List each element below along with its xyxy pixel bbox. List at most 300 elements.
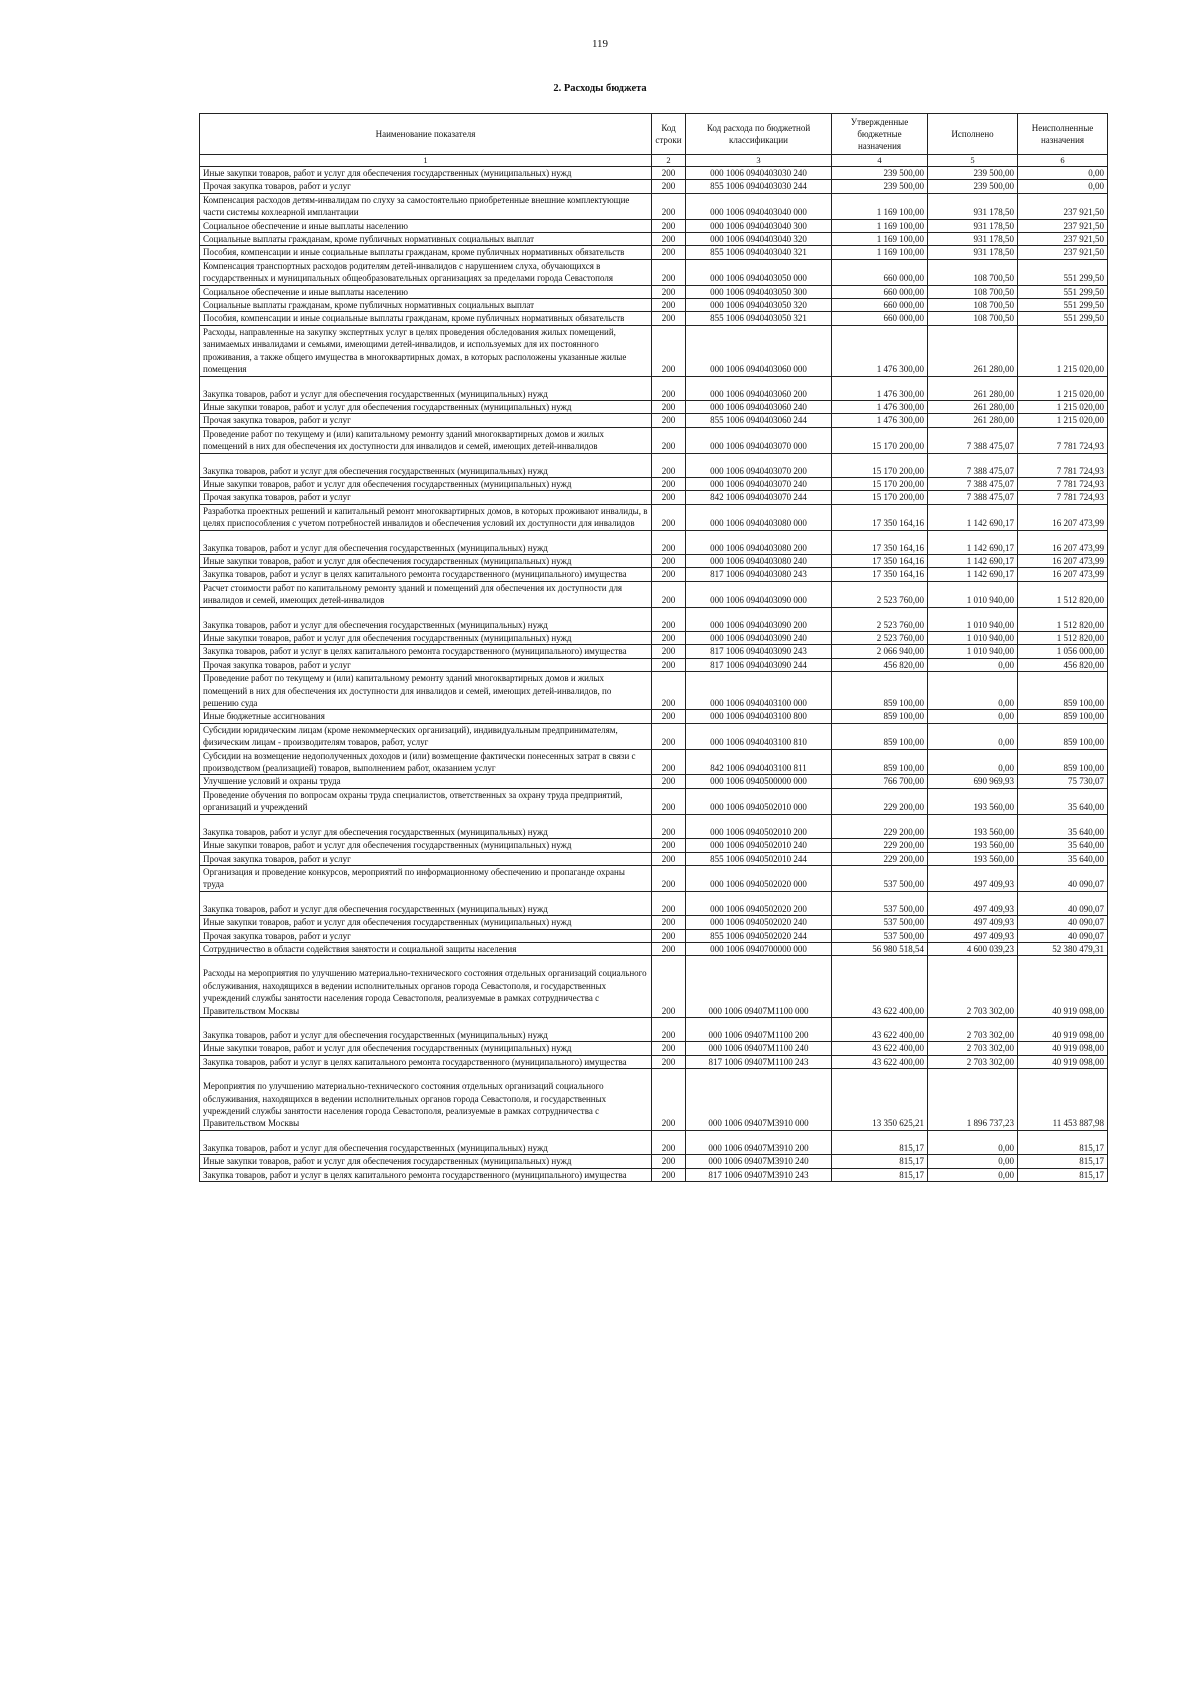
unexecuted-amount-cell: 16 207 473,99: [1018, 554, 1108, 567]
approved-amount-cell: 537 500,00: [832, 891, 928, 915]
executed-amount-cell: 0,00: [928, 1130, 1018, 1154]
budget-code-cell: 000 1006 0940403100 000: [686, 672, 832, 710]
indicator-name-cell: Закупка товаров, работ и услуг в целях капитального ремонта государственного (муниципального) имущества: [200, 568, 652, 581]
table-row: [200, 477, 1108, 490]
executed-amount-cell: 931 178,50: [928, 219, 1018, 232]
approved-amount-cell: 17 350 164,16: [832, 554, 928, 567]
executed-amount-cell: 0,00: [928, 1155, 1018, 1168]
indicator-name-cell: Мероприятия по улучшению материально-технического состояния отдельных организаций социального обслуживания, находящихся в ведении исполнительных органов города Севастополя, и государственных учреждений службы занятости населения города Севастополя, реализуемые в рамках сотрудничества с Правительством Москвы: [200, 1069, 652, 1131]
executed-amount-cell: 4 600 039,23: [928, 942, 1018, 955]
unexecuted-amount-cell: 1 512 820,00: [1018, 581, 1108, 607]
budget-code-cell: 000 1006 0940403070 000: [686, 427, 832, 453]
line-code-cell: 200: [652, 568, 686, 581]
line-code-cell: 200: [652, 581, 686, 607]
line-code-cell: 200: [652, 530, 686, 554]
approved-amount-cell: 859 100,00: [832, 723, 928, 749]
approved-amount-cell: 229 200,00: [832, 788, 928, 814]
line-code-cell: 200: [652, 814, 686, 838]
table-row: [200, 632, 1108, 645]
executed-amount-cell: 239 500,00: [928, 167, 1018, 180]
budget-code-cell: 855 1006 0940403060 244: [686, 414, 832, 427]
line-code-cell: 200: [652, 710, 686, 723]
approved-amount-cell: 815,17: [832, 1155, 928, 1168]
executed-amount-cell: 931 178,50: [928, 246, 1018, 259]
line-code-cell: 200: [652, 723, 686, 749]
approved-amount-cell: 15 170 200,00: [832, 477, 928, 490]
table-header: [200, 114, 1108, 167]
approved-amount-cell: 2 523 760,00: [832, 632, 928, 645]
unexecuted-amount-cell: 0,00: [1018, 167, 1108, 180]
executed-amount-cell: 193 560,00: [928, 839, 1018, 852]
indicator-name-cell: Закупка товаров, работ и услуг для обеспечения государственных (муниципальных) нужд: [200, 1017, 652, 1041]
column-number: 3: [686, 155, 832, 167]
budget-code-cell: 000 1006 0940403030 240: [686, 167, 832, 180]
line-code-cell: 200: [652, 645, 686, 658]
table-row: [200, 658, 1108, 671]
line-code-cell: 200: [652, 554, 686, 567]
budget-code-cell: 000 1006 0940502020 000: [686, 865, 832, 891]
line-code-cell: 200: [652, 956, 686, 1018]
table-row: [200, 710, 1108, 723]
executed-amount-cell: 0,00: [928, 749, 1018, 775]
unexecuted-amount-cell: 75 730,07: [1018, 775, 1108, 788]
table-row: [200, 530, 1108, 554]
line-code-cell: 200: [652, 477, 686, 490]
budget-code-cell: 000 1006 0940403040 000: [686, 193, 832, 219]
executed-amount-cell: 108 700,50: [928, 285, 1018, 298]
budget-code-cell: 842 1006 0940403070 244: [686, 491, 832, 504]
budget-code-cell: 855 1006 0940502020 244: [686, 929, 832, 942]
table-body: [200, 167, 1108, 1182]
table-row: [200, 1168, 1108, 1181]
executed-amount-cell: 1 142 690,17: [928, 504, 1018, 530]
executed-amount-cell: 261 280,00: [928, 414, 1018, 427]
unexecuted-amount-cell: 815,17: [1018, 1168, 1108, 1181]
unexecuted-amount-cell: 40 919 098,00: [1018, 1017, 1108, 1041]
header-budget-code: Код расхода по бюджетной классификации: [686, 114, 832, 155]
line-code-cell: 200: [652, 916, 686, 929]
approved-amount-cell: 1 476 300,00: [832, 325, 928, 376]
approved-amount-cell: 229 200,00: [832, 814, 928, 838]
approved-amount-cell: 229 200,00: [832, 839, 928, 852]
executed-amount-cell: 261 280,00: [928, 376, 1018, 400]
header-approved: Утвержденные бюджетные назначения: [832, 114, 928, 155]
budget-code-cell: 000 1006 0940403080 240: [686, 554, 832, 567]
unexecuted-amount-cell: 35 640,00: [1018, 852, 1108, 865]
executed-amount-cell: 0,00: [928, 672, 1018, 710]
header-line-code: Код строки: [652, 114, 686, 155]
table-row: [200, 167, 1108, 180]
budget-code-cell: 000 1006 0940403040 320: [686, 233, 832, 246]
executed-amount-cell: 261 280,00: [928, 325, 1018, 376]
unexecuted-amount-cell: 40 090,07: [1018, 865, 1108, 891]
table-row: [200, 788, 1108, 814]
budget-code-cell: 855 1006 0940403050 321: [686, 312, 832, 325]
column-number: 6: [1018, 155, 1108, 167]
approved-amount-cell: 229 200,00: [832, 852, 928, 865]
header-indicator-name: Наименование показателя: [200, 114, 652, 155]
approved-amount-cell: 17 350 164,16: [832, 568, 928, 581]
executed-amount-cell: 931 178,50: [928, 233, 1018, 246]
budget-code-cell: 000 1006 0940403090 000: [686, 581, 832, 607]
table-row: [200, 672, 1108, 710]
approved-amount-cell: 766 700,00: [832, 775, 928, 788]
unexecuted-amount-cell: 35 640,00: [1018, 814, 1108, 838]
budget-code-cell: 817 1006 09407M3910 243: [686, 1168, 832, 1181]
budget-code-cell: 817 1006 0940403090 243: [686, 645, 832, 658]
line-code-cell: 200: [652, 246, 686, 259]
line-code-cell: 200: [652, 299, 686, 312]
line-code-cell: 200: [652, 453, 686, 477]
unexecuted-amount-cell: 815,17: [1018, 1155, 1108, 1168]
approved-amount-cell: 1 169 100,00: [832, 246, 928, 259]
table-row: [200, 219, 1108, 232]
budget-code-cell: 817 1006 0940403080 243: [686, 568, 832, 581]
table-row: [200, 1042, 1108, 1055]
executed-amount-cell: 0,00: [928, 1168, 1018, 1181]
approved-amount-cell: 43 622 400,00: [832, 1055, 928, 1068]
line-code-cell: 200: [652, 259, 686, 285]
indicator-name-cell: Социальное обеспечение и иные выплаты населению: [200, 285, 652, 298]
budget-code-cell: 855 1006 0940403040 321: [686, 246, 832, 259]
approved-amount-cell: 56 980 518,54: [832, 942, 928, 955]
executed-amount-cell: 2 703 302,00: [928, 1055, 1018, 1068]
line-code-cell: 200: [652, 400, 686, 413]
table-row: [200, 839, 1108, 852]
budget-code-cell: 000 1006 0940500000 000: [686, 775, 832, 788]
table-row: [200, 929, 1108, 942]
budget-code-cell: 000 1006 0940403080 200: [686, 530, 832, 554]
table-row: [200, 325, 1108, 376]
table-row: [200, 259, 1108, 285]
indicator-name-cell: Улучшение условий и охраны труда: [200, 775, 652, 788]
executed-amount-cell: 1 142 690,17: [928, 530, 1018, 554]
indicator-name-cell: Проведение работ по текущему и (или) капитальному ремонту зданий многоквартирных домов и жилых помещений в них для обеспечения их доступности для инвалидов и семей, имеющих детей-инвалидов: [200, 427, 652, 453]
executed-amount-cell: 7 388 475,07: [928, 477, 1018, 490]
line-code-cell: 200: [652, 607, 686, 631]
executed-amount-cell: 1 896 737,23: [928, 1069, 1018, 1131]
approved-amount-cell: 17 350 164,16: [832, 530, 928, 554]
executed-amount-cell: 7 388 475,07: [928, 427, 1018, 453]
indicator-name-cell: Расходы, направленные на закупку экспертных услуг в целях проведения обследования жилых помещений, занимаемых инвалидами и семьями, имеющими детей-инвалидов, и используемых для их постоянного проживания, а также общего имущества в многоквартирных домах, в которых расположены указанные жилые помещения: [200, 325, 652, 376]
approved-amount-cell: 1 169 100,00: [832, 233, 928, 246]
table-row: [200, 376, 1108, 400]
line-code-cell: 200: [652, 749, 686, 775]
approved-amount-cell: 1 476 300,00: [832, 414, 928, 427]
table-row: [200, 916, 1108, 929]
unexecuted-amount-cell: 1 215 020,00: [1018, 400, 1108, 413]
table-row: [200, 1130, 1108, 1154]
line-code-cell: 200: [652, 376, 686, 400]
table-row: [200, 233, 1108, 246]
approved-amount-cell: 239 500,00: [832, 180, 928, 193]
unexecuted-amount-cell: 40 090,07: [1018, 916, 1108, 929]
executed-amount-cell: 1 010 940,00: [928, 581, 1018, 607]
budget-code-cell: 000 1006 0940403060 200: [686, 376, 832, 400]
approved-amount-cell: 15 170 200,00: [832, 453, 928, 477]
indicator-name-cell: Прочая закупка товаров, работ и услуг: [200, 658, 652, 671]
approved-amount-cell: 815,17: [832, 1168, 928, 1181]
unexecuted-amount-cell: 7 781 724,93: [1018, 427, 1108, 453]
header-unexecuted: Неисполненные назначения: [1018, 114, 1108, 155]
header-executed: Исполнено: [928, 114, 1018, 155]
indicator-name-cell: Иные закупки товаров, работ и услуг для обеспечения государственных (муниципальных) нужд: [200, 839, 652, 852]
approved-amount-cell: 660 000,00: [832, 285, 928, 298]
line-code-cell: 200: [652, 929, 686, 942]
approved-amount-cell: 13 350 625,21: [832, 1069, 928, 1131]
budget-code-cell: 000 1006 09407M1100 240: [686, 1042, 832, 1055]
approved-amount-cell: 43 622 400,00: [832, 1042, 928, 1055]
executed-amount-cell: 497 409,93: [928, 891, 1018, 915]
table-row: [200, 865, 1108, 891]
indicator-name-cell: Разработка проектных решений и капитальный ремонт многоквартирных домов, в которых проживают инвалиды, в целях приспособления с учетом потребностей инвалидов и обеспечения условий их доступности для инвалидов: [200, 504, 652, 530]
table-row: [200, 312, 1108, 325]
line-code-cell: 200: [652, 891, 686, 915]
budget-code-cell: 000 1006 09407M3910 200: [686, 1130, 832, 1154]
budget-code-cell: 000 1006 0940403050 000: [686, 259, 832, 285]
line-code-cell: 200: [652, 658, 686, 671]
indicator-name-cell: Прочая закупка товаров, работ и услуг: [200, 180, 652, 193]
line-code-cell: 200: [652, 1017, 686, 1041]
executed-amount-cell: 0,00: [928, 723, 1018, 749]
line-code-cell: 200: [652, 1168, 686, 1181]
unexecuted-amount-cell: 40 090,07: [1018, 891, 1108, 915]
unexecuted-amount-cell: 551 299,50: [1018, 259, 1108, 285]
indicator-name-cell: Субсидии юридическим лицам (кроме некоммерческих организаций), индивидуальным предпринимателям, физическим лицам - производителям товаров, работ, услуг: [200, 723, 652, 749]
table-row: [200, 581, 1108, 607]
executed-amount-cell: 497 409,93: [928, 865, 1018, 891]
line-code-cell: 200: [652, 839, 686, 852]
budget-code-cell: 000 1006 0940403040 300: [686, 219, 832, 232]
unexecuted-amount-cell: 16 207 473,99: [1018, 530, 1108, 554]
approved-amount-cell: 859 100,00: [832, 710, 928, 723]
indicator-name-cell: Сотрудничество в области содействия занятости и социальной защиты населения: [200, 942, 652, 955]
unexecuted-amount-cell: 551 299,50: [1018, 299, 1108, 312]
table-row: [200, 285, 1108, 298]
budget-code-cell: 842 1006 0940403100 811: [686, 749, 832, 775]
indicator-name-cell: Закупка товаров, работ и услуг для обеспечения государственных (муниципальных) нужд: [200, 891, 652, 915]
indicator-name-cell: Компенсация расходов детям-инвалидам по слуху за самостоятельно приобретенные внешние комплектующие части системы кохлеарной имплантации: [200, 193, 652, 219]
unexecuted-amount-cell: 35 640,00: [1018, 788, 1108, 814]
budget-code-cell: 000 1006 09407M3910 000: [686, 1069, 832, 1131]
line-code-cell: 200: [652, 852, 686, 865]
line-code-cell: 200: [652, 632, 686, 645]
executed-amount-cell: 108 700,50: [928, 259, 1018, 285]
line-code-cell: 200: [652, 504, 686, 530]
line-code-cell: 200: [652, 672, 686, 710]
line-code-cell: 200: [652, 312, 686, 325]
table-row: [200, 956, 1108, 1018]
executed-amount-cell: 497 409,93: [928, 916, 1018, 929]
indicator-name-cell: Пособия, компенсации и иные социальные выплаты гражданам, кроме публичных нормативных обязательств: [200, 246, 652, 259]
executed-amount-cell: 1 010 940,00: [928, 607, 1018, 631]
budget-code-cell: 855 1006 0940403030 244: [686, 180, 832, 193]
table-row: [200, 180, 1108, 193]
table-row: [200, 400, 1108, 413]
budget-code-cell: 000 1006 09407M3910 240: [686, 1155, 832, 1168]
indicator-name-cell: Компенсация транспортных расходов родителям детей-инвалидов с нарушением слуха, обучающихся в государственных и муниципальных общеобразовательных организациях за пределами города Севастополя: [200, 259, 652, 285]
indicator-name-cell: Иные закупки товаров, работ и услуг для обеспечения государственных (муниципальных) нужд: [200, 632, 652, 645]
indicator-name-cell: Прочая закупка товаров, работ и услуг: [200, 929, 652, 942]
line-code-cell: 200: [652, 788, 686, 814]
section-title: 2. Расходы бюджета: [553, 83, 647, 94]
indicator-name-cell: Социальные выплаты гражданам, кроме публичных нормативных социальных выплат: [200, 299, 652, 312]
line-code-cell: 200: [652, 233, 686, 246]
indicator-name-cell: Социальные выплаты гражданам, кроме публичных нормативных социальных выплат: [200, 233, 652, 246]
executed-amount-cell: 261 280,00: [928, 400, 1018, 413]
approved-amount-cell: 537 500,00: [832, 929, 928, 942]
unexecuted-amount-cell: 859 100,00: [1018, 749, 1108, 775]
indicator-name-cell: Проведение работ по текущему и (или) капитальному ремонту зданий многоквартирных домов и жилых помещений в них для обеспечения их доступности для инвалидов и семей, имеющих детей-инвалидов, по решению суда: [200, 672, 652, 710]
budget-code-cell: 000 1006 0940502020 200: [686, 891, 832, 915]
budget-code-cell: 000 1006 09407M1100 200: [686, 1017, 832, 1041]
approved-amount-cell: 859 100,00: [832, 672, 928, 710]
table-row: [200, 193, 1108, 219]
unexecuted-amount-cell: 1 215 020,00: [1018, 414, 1108, 427]
executed-amount-cell: 239 500,00: [928, 180, 1018, 193]
approved-amount-cell: 660 000,00: [832, 299, 928, 312]
executed-amount-cell: 2 703 302,00: [928, 956, 1018, 1018]
budget-code-cell: 855 1006 0940502010 244: [686, 852, 832, 865]
budget-code-cell: 000 1006 0940403050 300: [686, 285, 832, 298]
unexecuted-amount-cell: 859 100,00: [1018, 672, 1108, 710]
budget-code-cell: 000 1006 0940403080 000: [686, 504, 832, 530]
executed-amount-cell: 1 142 690,17: [928, 554, 1018, 567]
unexecuted-amount-cell: 237 921,50: [1018, 219, 1108, 232]
line-code-cell: 200: [652, 1130, 686, 1154]
line-code-cell: 200: [652, 1042, 686, 1055]
executed-amount-cell: 2 703 302,00: [928, 1042, 1018, 1055]
line-code-cell: 200: [652, 1055, 686, 1068]
table-row: [200, 852, 1108, 865]
budget-expenses-table: [199, 113, 1108, 1182]
approved-amount-cell: 2 523 760,00: [832, 581, 928, 607]
budget-code-cell: 000 1006 0940403100 800: [686, 710, 832, 723]
executed-amount-cell: 931 178,50: [928, 193, 1018, 219]
line-code-cell: 200: [652, 180, 686, 193]
indicator-name-cell: Пособия, компенсации и иные социальные выплаты гражданам, кроме публичных нормативных обязательств: [200, 312, 652, 325]
unexecuted-amount-cell: 237 921,50: [1018, 246, 1108, 259]
table-row: [200, 891, 1108, 915]
unexecuted-amount-cell: 52 380 479,31: [1018, 942, 1108, 955]
table-row: [200, 607, 1108, 631]
budget-code-cell: 000 1006 0940403090 200: [686, 607, 832, 631]
indicator-name-cell: Прочая закупка товаров, работ и услуг: [200, 852, 652, 865]
executed-amount-cell: 108 700,50: [928, 299, 1018, 312]
executed-amount-cell: 1 142 690,17: [928, 568, 1018, 581]
table-row: [200, 749, 1108, 775]
line-code-cell: 200: [652, 414, 686, 427]
line-code-cell: 200: [652, 1155, 686, 1168]
indicator-name-cell: Иные закупки товаров, работ и услуг для обеспечения государственных (муниципальных) нужд: [200, 1155, 652, 1168]
unexecuted-amount-cell: 7 781 724,93: [1018, 477, 1108, 490]
line-code-cell: 200: [652, 427, 686, 453]
indicator-name-cell: Организация и проведение конкурсов, мероприятий по информационному обеспечению и пропаганде охраны труда: [200, 865, 652, 891]
page-number: 119: [591, 38, 609, 50]
indicator-name-cell: Закупка товаров, работ и услуг в целях капитального ремонта государственного (муниципального) имущества: [200, 1168, 652, 1181]
indicator-name-cell: Закупка товаров, работ и услуг для обеспечения государственных (муниципальных) нужд: [200, 814, 652, 838]
indicator-name-cell: Закупка товаров, работ и услуг для обеспечения государственных (муниципальных) нужд: [200, 530, 652, 554]
approved-amount-cell: 15 170 200,00: [832, 427, 928, 453]
indicator-name-cell: Расчет стоимости работ по капитальному ремонту зданий и помещений для обеспечения их доступности для инвалидов и семей, имеющих детей-инвалидов: [200, 581, 652, 607]
executed-amount-cell: 0,00: [928, 658, 1018, 671]
indicator-name-cell: Закупка товаров, работ и услуг в целях капитального ремонта государственного (муниципального) имущества: [200, 645, 652, 658]
approved-amount-cell: 2 066 940,00: [832, 645, 928, 658]
table-row: [200, 775, 1108, 788]
approved-amount-cell: 456 820,00: [832, 658, 928, 671]
indicator-name-cell: Иные закупки товаров, работ и услуг для обеспечения государственных (муниципальных) нужд: [200, 916, 652, 929]
table-row: [200, 299, 1108, 312]
budget-code-cell: 000 1006 0940403070 200: [686, 453, 832, 477]
approved-amount-cell: 2 523 760,00: [832, 607, 928, 631]
executed-amount-cell: 1 010 940,00: [928, 645, 1018, 658]
indicator-name-cell: Иные бюджетные ассигнования: [200, 710, 652, 723]
approved-amount-cell: 815,17: [832, 1130, 928, 1154]
table-row: [200, 1155, 1108, 1168]
table-row: [200, 453, 1108, 477]
line-code-cell: 200: [652, 491, 686, 504]
budget-code-cell: 000 1006 0940403060 000: [686, 325, 832, 376]
indicator-name-cell: Закупка товаров, работ и услуг для обеспечения государственных (муниципальных) нужд: [200, 453, 652, 477]
table-row: [200, 246, 1108, 259]
line-code-cell: 200: [652, 942, 686, 955]
unexecuted-amount-cell: 7 781 724,93: [1018, 491, 1108, 504]
line-code-cell: 200: [652, 193, 686, 219]
indicator-name-cell: Прочая закупка товаров, работ и услуг: [200, 414, 652, 427]
indicator-name-cell: Иные закупки товаров, работ и услуг для обеспечения государственных (муниципальных) нужд: [200, 167, 652, 180]
executed-amount-cell: 2 703 302,00: [928, 1017, 1018, 1041]
table-row: [200, 645, 1108, 658]
executed-amount-cell: 193 560,00: [928, 814, 1018, 838]
indicator-name-cell: Иные закупки товаров, работ и услуг для обеспечения государственных (муниципальных) нужд: [200, 400, 652, 413]
budget-code-cell: 817 1006 09407M1100 243: [686, 1055, 832, 1068]
unexecuted-amount-cell: 40 919 098,00: [1018, 1055, 1108, 1068]
unexecuted-amount-cell: 551 299,50: [1018, 285, 1108, 298]
executed-amount-cell: 497 409,93: [928, 929, 1018, 942]
indicator-name-cell: Расходы на мероприятия по улучшению материально-технического состояния отдельных организаций социального обслуживания, находящихся в ведении исполнительных органов города Севастополя, и государственных учреждений службы занятости населения города Севастополя, реализуемые в рамках сотрудничества с Правительством Москвы: [200, 956, 652, 1018]
executed-amount-cell: 7 388 475,07: [928, 453, 1018, 477]
column-number: 4: [832, 155, 928, 167]
budget-code-cell: 000 1006 09407M1100 000: [686, 956, 832, 1018]
line-code-cell: 200: [652, 325, 686, 376]
executed-amount-cell: 193 560,00: [928, 852, 1018, 865]
indicator-name-cell: Закупка товаров, работ и услуг в целях капитального ремонта государственного (муниципального) имущества: [200, 1055, 652, 1068]
unexecuted-amount-cell: 40 090,07: [1018, 929, 1108, 942]
unexecuted-amount-cell: 11 453 887,98: [1018, 1069, 1108, 1131]
budget-code-cell: 000 1006 0940403070 240: [686, 477, 832, 490]
budget-code-cell: 000 1006 0940700000 000: [686, 942, 832, 955]
executed-amount-cell: 108 700,50: [928, 312, 1018, 325]
table-row: [200, 1017, 1108, 1041]
line-code-cell: 200: [652, 1069, 686, 1131]
approved-amount-cell: 15 170 200,00: [832, 491, 928, 504]
header-row: [200, 114, 1108, 155]
executed-amount-cell: 690 969,93: [928, 775, 1018, 788]
unexecuted-amount-cell: 1 215 020,00: [1018, 325, 1108, 376]
approved-amount-cell: 1 476 300,00: [832, 376, 928, 400]
unexecuted-amount-cell: 815,17: [1018, 1130, 1108, 1154]
table-row: [200, 1055, 1108, 1068]
indicator-name-cell: Субсидии на возмещение недополученных доходов и (или) возмещение фактически понесенных затрат в связи с производством (реализацией) товаров, выполнением работ, оказанием услуг: [200, 749, 652, 775]
unexecuted-amount-cell: 7 781 724,93: [1018, 453, 1108, 477]
executed-amount-cell: 0,00: [928, 710, 1018, 723]
unexecuted-amount-cell: 1 215 020,00: [1018, 376, 1108, 400]
unexecuted-amount-cell: 35 640,00: [1018, 839, 1108, 852]
approved-amount-cell: 43 622 400,00: [832, 956, 928, 1018]
approved-amount-cell: 239 500,00: [832, 167, 928, 180]
budget-code-cell: 000 1006 0940502010 200: [686, 814, 832, 838]
line-code-cell: 200: [652, 285, 686, 298]
